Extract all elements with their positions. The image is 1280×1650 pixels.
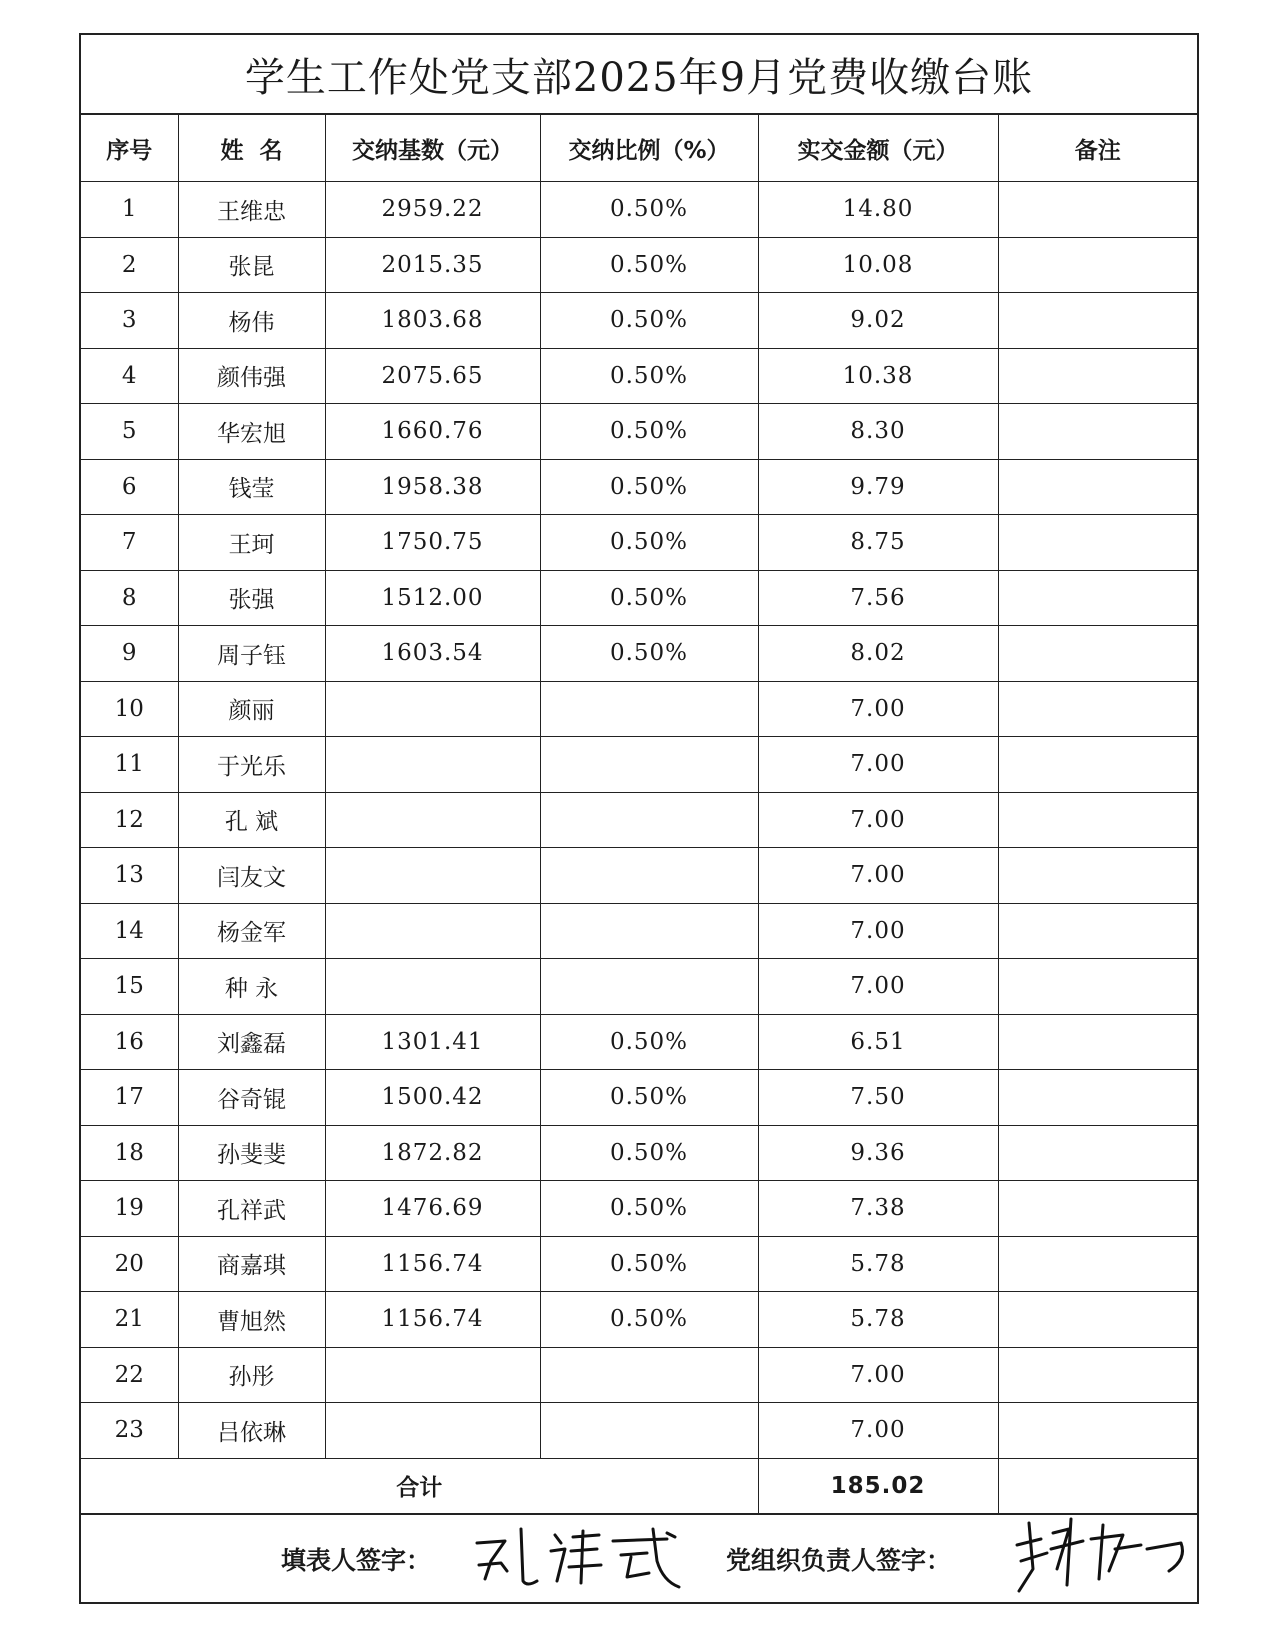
row-amount: 10.08 xyxy=(758,237,998,293)
row-note xyxy=(998,1125,1197,1181)
table-row xyxy=(81,1347,1197,1403)
table-row xyxy=(81,348,1197,404)
table-row xyxy=(81,237,1197,293)
row-no: 1 xyxy=(81,182,178,238)
row-rate: 0.50% xyxy=(540,626,758,682)
preparer-label: 填表人签字： xyxy=(281,1545,432,1575)
row-rate xyxy=(540,681,758,737)
table-row xyxy=(81,570,1197,626)
row-rate: 0.50% xyxy=(540,404,758,460)
row-no: 9 xyxy=(81,626,178,682)
table-row xyxy=(81,1292,1197,1348)
total-row xyxy=(81,1458,1197,1513)
row-name: 孙彤 xyxy=(178,1347,325,1403)
row-name: 孔祥武 xyxy=(178,1181,325,1237)
table-row xyxy=(81,1236,1197,1292)
row-base: 1156.74 xyxy=(325,1236,540,1292)
table-row xyxy=(81,959,1197,1015)
row-base xyxy=(325,792,540,848)
table-row xyxy=(81,404,1197,460)
row-note xyxy=(998,1347,1197,1403)
row-name: 曹旭然 xyxy=(178,1292,325,1348)
row-base: 1958.38 xyxy=(325,459,540,515)
table-row xyxy=(81,681,1197,737)
row-name: 杨金军 xyxy=(178,903,325,959)
row-rate: 0.50% xyxy=(540,1014,758,1070)
row-base: 1500.42 xyxy=(325,1070,540,1126)
row-amount: 7.00 xyxy=(758,681,998,737)
row-amount: 7.00 xyxy=(758,1403,998,1459)
row-amount: 9.02 xyxy=(758,293,998,349)
row-amount: 7.00 xyxy=(758,1347,998,1403)
row-no: 23 xyxy=(81,1403,178,1459)
row-base: 1476.69 xyxy=(325,1181,540,1237)
row-amount: 7.50 xyxy=(758,1070,998,1126)
table-row xyxy=(81,737,1197,793)
row-rate: 0.50% xyxy=(540,1070,758,1126)
row-name: 颜丽 xyxy=(178,681,325,737)
row-amount: 8.30 xyxy=(758,404,998,460)
table-row xyxy=(81,459,1197,515)
page-title: 学生工作处党支部2025年9月党费收缴台账 xyxy=(81,35,1197,115)
table-row xyxy=(81,903,1197,959)
row-rate: 0.50% xyxy=(540,515,758,571)
row-no: 2 xyxy=(81,237,178,293)
row-amount: 9.79 xyxy=(758,459,998,515)
table-row xyxy=(81,1070,1197,1126)
preparer-signature xyxy=(471,1521,691,1593)
row-no: 13 xyxy=(81,848,178,904)
row-note xyxy=(998,959,1197,1015)
row-rate: 0.50% xyxy=(540,1181,758,1237)
row-rate: 0.50% xyxy=(540,293,758,349)
row-rate xyxy=(540,737,758,793)
row-name: 钱莹 xyxy=(178,459,325,515)
col-header-no: 序号 xyxy=(81,115,178,182)
table-row xyxy=(81,182,1197,238)
row-name: 张昆 xyxy=(178,237,325,293)
total-label: 合计 xyxy=(81,1458,758,1513)
row-name: 谷奇锟 xyxy=(178,1070,325,1126)
row-rate xyxy=(540,1403,758,1459)
row-note xyxy=(998,293,1197,349)
row-name: 于光乐 xyxy=(178,737,325,793)
row-base xyxy=(325,1347,540,1403)
row-note xyxy=(998,1181,1197,1237)
row-note xyxy=(998,737,1197,793)
row-name: 华宏旭 xyxy=(178,404,325,460)
row-no: 3 xyxy=(81,293,178,349)
row-base: 1750.75 xyxy=(325,515,540,571)
row-note xyxy=(998,1403,1197,1459)
row-name: 王维忠 xyxy=(178,182,325,238)
row-no: 14 xyxy=(81,903,178,959)
row-note xyxy=(998,515,1197,571)
row-name: 王珂 xyxy=(178,515,325,571)
row-amount: 10.38 xyxy=(758,348,998,404)
table-row xyxy=(81,1181,1197,1237)
table-row xyxy=(81,1125,1197,1181)
row-rate: 0.50% xyxy=(540,570,758,626)
row-note xyxy=(998,1236,1197,1292)
row-no: 5 xyxy=(81,404,178,460)
row-base: 1512.00 xyxy=(325,570,540,626)
row-no: 12 xyxy=(81,792,178,848)
signature-area xyxy=(81,1514,1197,1595)
row-note xyxy=(998,570,1197,626)
row-amount: 9.36 xyxy=(758,1125,998,1181)
row-no: 10 xyxy=(81,681,178,737)
table-row xyxy=(81,626,1197,682)
row-base xyxy=(325,848,540,904)
col-header-rate: 交纳比例（%） xyxy=(540,115,758,182)
row-note xyxy=(998,1014,1197,1070)
row-base: 2015.35 xyxy=(325,237,540,293)
row-name: 颜伟强 xyxy=(178,348,325,404)
row-no: 17 xyxy=(81,1070,178,1126)
row-rate: 0.50% xyxy=(540,1292,758,1348)
row-base: 2075.65 xyxy=(325,348,540,404)
row-rate: 0.50% xyxy=(540,1236,758,1292)
table-row xyxy=(81,792,1197,848)
row-base: 1803.68 xyxy=(325,293,540,349)
row-name: 种 永 xyxy=(178,959,325,1015)
row-no: 15 xyxy=(81,959,178,1015)
row-name: 商嘉琪 xyxy=(178,1236,325,1292)
table-row xyxy=(81,1403,1197,1459)
table-row xyxy=(81,1014,1197,1070)
row-no: 4 xyxy=(81,348,178,404)
row-amount: 7.00 xyxy=(758,737,998,793)
row-note xyxy=(998,348,1197,404)
col-header-name: 姓 名 xyxy=(178,115,325,182)
row-base: 2959.22 xyxy=(325,182,540,238)
total-note xyxy=(998,1458,1197,1513)
leader-label: 党组织负责人签字： xyxy=(726,1545,952,1575)
row-no: 20 xyxy=(81,1236,178,1292)
leader-signature xyxy=(1011,1509,1191,1599)
dues-table xyxy=(81,115,1197,1514)
row-amount: 6.51 xyxy=(758,1014,998,1070)
row-note xyxy=(998,848,1197,904)
row-no: 6 xyxy=(81,459,178,515)
row-base xyxy=(325,903,540,959)
row-no: 8 xyxy=(81,570,178,626)
col-header-base: 交纳基数（元） xyxy=(325,115,540,182)
row-name: 张强 xyxy=(178,570,325,626)
row-note xyxy=(998,404,1197,460)
row-name: 闫友文 xyxy=(178,848,325,904)
row-no: 21 xyxy=(81,1292,178,1348)
row-note xyxy=(998,626,1197,682)
row-base: 1301.41 xyxy=(325,1014,540,1070)
row-name: 孙斐斐 xyxy=(178,1125,325,1181)
row-amount: 5.78 xyxy=(758,1292,998,1348)
row-base: 1156.74 xyxy=(325,1292,540,1348)
row-rate: 0.50% xyxy=(540,348,758,404)
row-base xyxy=(325,959,540,1015)
row-no: 19 xyxy=(81,1181,178,1237)
row-rate: 0.50% xyxy=(540,459,758,515)
row-rate xyxy=(540,959,758,1015)
table-row xyxy=(81,848,1197,904)
row-base xyxy=(325,737,540,793)
row-name: 吕依琳 xyxy=(178,1403,325,1459)
row-note xyxy=(998,792,1197,848)
row-note xyxy=(998,459,1197,515)
row-note xyxy=(998,903,1197,959)
row-rate: 0.50% xyxy=(540,182,758,238)
row-rate xyxy=(540,792,758,848)
row-no: 7 xyxy=(81,515,178,571)
row-name: 周子钰 xyxy=(178,626,325,682)
table-row xyxy=(81,293,1197,349)
row-name: 刘鑫磊 xyxy=(178,1014,325,1070)
row-name: 杨伟 xyxy=(178,293,325,349)
row-rate xyxy=(540,848,758,904)
row-note xyxy=(998,182,1197,238)
row-rate: 0.50% xyxy=(540,1125,758,1181)
row-amount: 7.00 xyxy=(758,848,998,904)
col-header-note: 备注 xyxy=(998,115,1197,182)
row-base xyxy=(325,1403,540,1459)
row-rate xyxy=(540,903,758,959)
row-note xyxy=(998,1070,1197,1126)
row-name: 孔 斌 xyxy=(178,792,325,848)
row-amount: 14.80 xyxy=(758,182,998,238)
row-no: 16 xyxy=(81,1014,178,1070)
row-amount: 8.75 xyxy=(758,515,998,571)
row-rate xyxy=(540,1347,758,1403)
row-note xyxy=(998,681,1197,737)
row-base: 1660.76 xyxy=(325,404,540,460)
row-amount: 8.02 xyxy=(758,626,998,682)
row-note xyxy=(998,237,1197,293)
row-amount: 7.00 xyxy=(758,903,998,959)
row-note xyxy=(998,1292,1197,1348)
row-amount: 7.00 xyxy=(758,792,998,848)
ledger-sheet xyxy=(79,33,1199,1604)
row-base xyxy=(325,681,540,737)
row-amount: 7.56 xyxy=(758,570,998,626)
col-header-amount: 实交金额（元） xyxy=(758,115,998,182)
row-amount: 7.00 xyxy=(758,959,998,1015)
row-no: 11 xyxy=(81,737,178,793)
table-row xyxy=(81,515,1197,571)
row-base: 1872.82 xyxy=(325,1125,540,1181)
row-amount: 7.38 xyxy=(758,1181,998,1237)
total-amount: 185.02 xyxy=(758,1458,998,1513)
row-rate: 0.50% xyxy=(540,237,758,293)
row-no: 18 xyxy=(81,1125,178,1181)
row-amount: 5.78 xyxy=(758,1236,998,1292)
row-base: 1603.54 xyxy=(325,626,540,682)
header-row xyxy=(81,115,1197,182)
row-no: 22 xyxy=(81,1347,178,1403)
